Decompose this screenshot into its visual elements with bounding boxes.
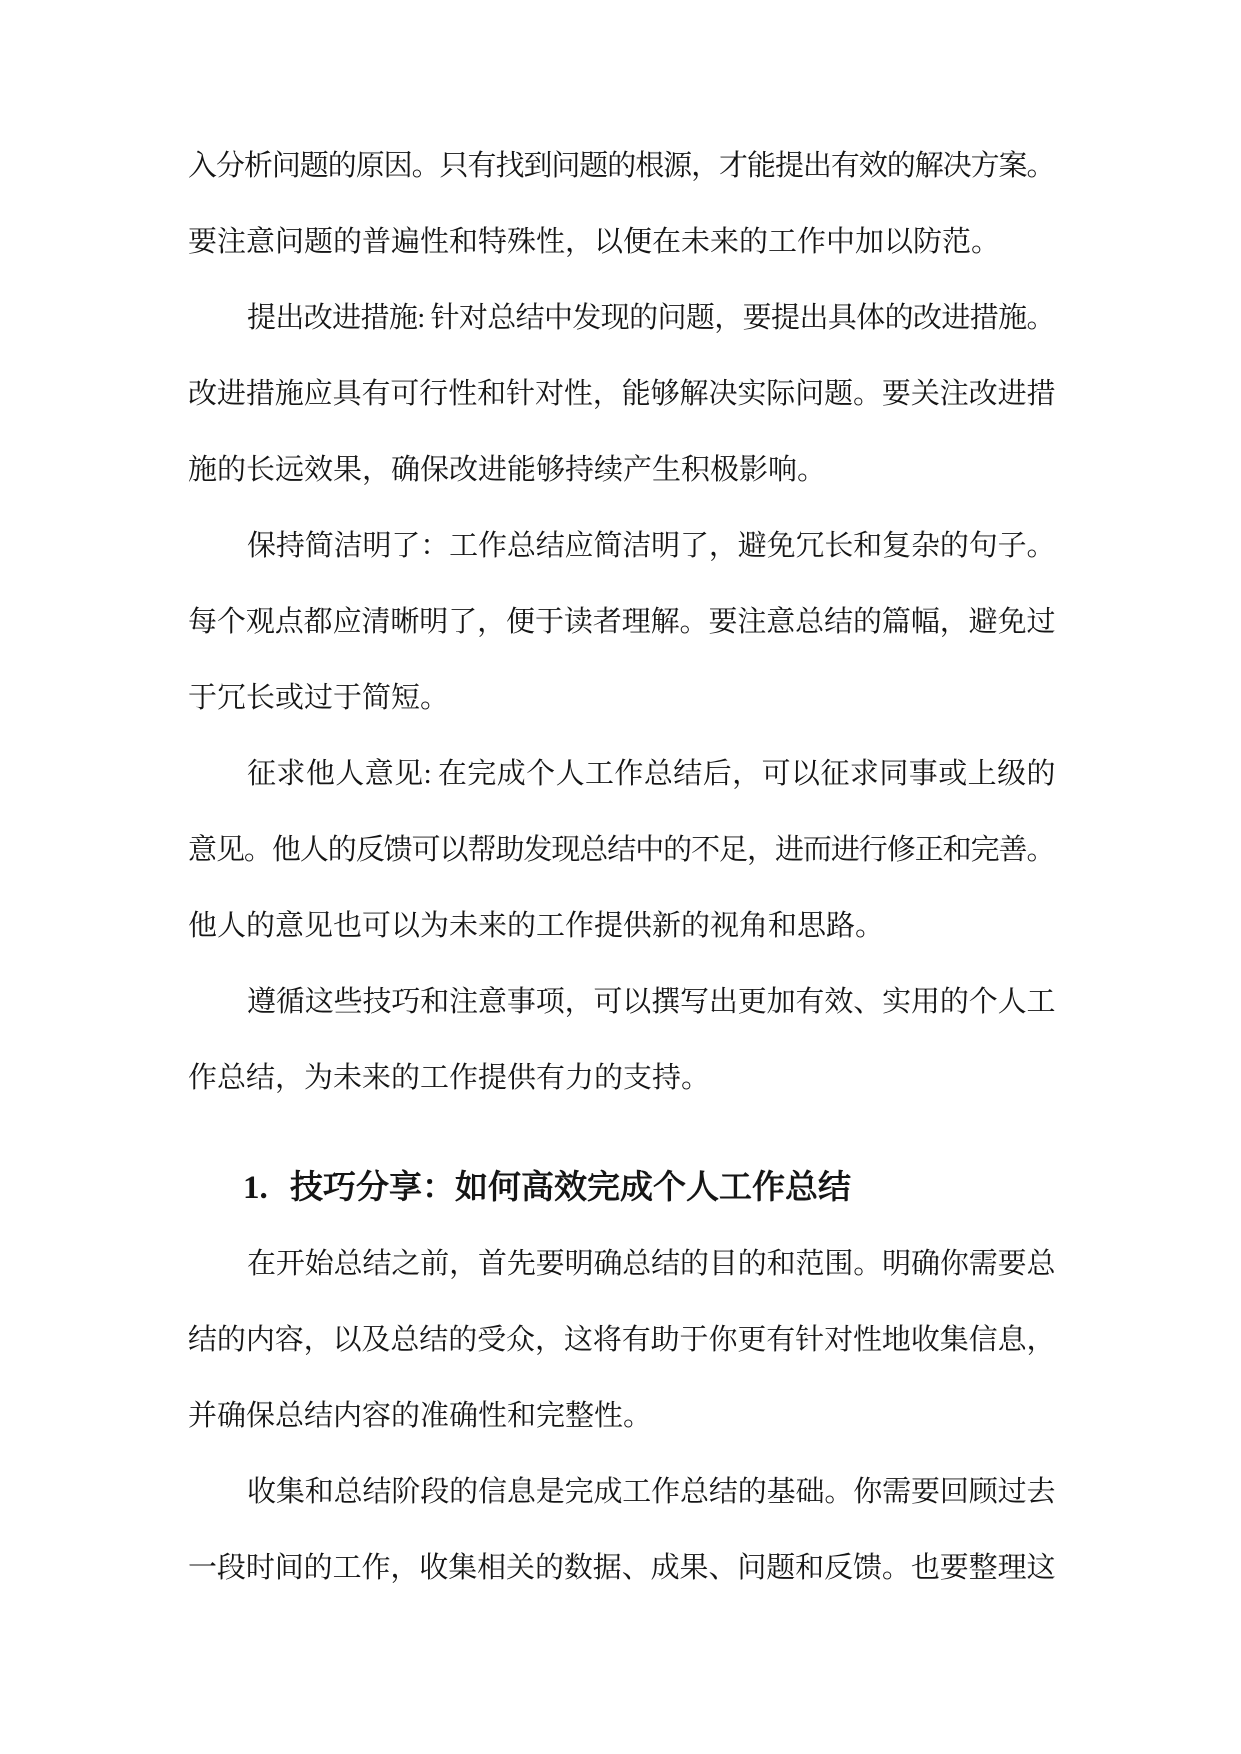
text-line: 每个观点都应清晰明了，便于读者理解。要注意总结的篇幅，避免过 xyxy=(188,606,1054,638)
text-line: 要注意问题的普遍性和特殊性，以便在未来的工作中加以防范。 xyxy=(188,226,1001,258)
text-line: 改进措施应具有可行性和针对性，能够解决实际问题。要关注改进措 xyxy=(188,378,1054,410)
text-block xyxy=(188,128,1054,1606)
text-line: 意见。他人的反馈可以帮助发现总结中的不足，进而进行修正和完善。 xyxy=(188,834,1054,866)
text-line: 一段时间的工作，收集相关的数据、成果、问题和反馈。也要整理这 xyxy=(188,1552,1054,1584)
text-line: 保持简洁明了：工作总结应简洁明了，避免冗长和复杂的句子。 xyxy=(247,530,1054,562)
text-line: 并确保总结内容的准确性和完整性。 xyxy=(188,1400,653,1432)
heading-number: 1. xyxy=(243,1170,268,1206)
text-line: 在开始总结之前，首先要明确总结的目的和范围。明确你需要总 xyxy=(247,1248,1054,1280)
text-line: 入分析问题的原因。只有找到问题的根源，才能提出有效的解决方案。 xyxy=(188,150,1054,182)
section-heading xyxy=(188,1150,1054,1226)
text-line: 收集和总结阶段的信息是完成工作总结的基础。你需要回顾过去 xyxy=(247,1476,1054,1508)
text-line: 征求他人意见: 在完成个人工作总结后，可以征求同事或上级的 xyxy=(247,758,1054,790)
text-line: 他人的意见也可以为未来的工作提供新的视角和思路。 xyxy=(188,910,885,942)
text-line: 提出改进措施: 针对总结中发现的问题，要提出具体的改进措施。 xyxy=(247,302,1054,334)
text-line: 于冗长或过于简短。 xyxy=(188,682,450,714)
text-line: 作总结，为未来的工作提供有力的支持。 xyxy=(188,1062,711,1094)
text-line: 遵循这些技巧和注意事项，可以撰写出更加有效、实用的个人工 xyxy=(247,986,1054,1018)
text-line: 施的长远效果，确保改进能够持续产生积极影响。 xyxy=(188,454,827,486)
heading-text: 技巧分享：如何高效完成个人工作总结 xyxy=(290,1170,851,1206)
text-line: 结的内容，以及总结的受众，这将有助于你更有针对性地收集信息， xyxy=(188,1324,1054,1356)
